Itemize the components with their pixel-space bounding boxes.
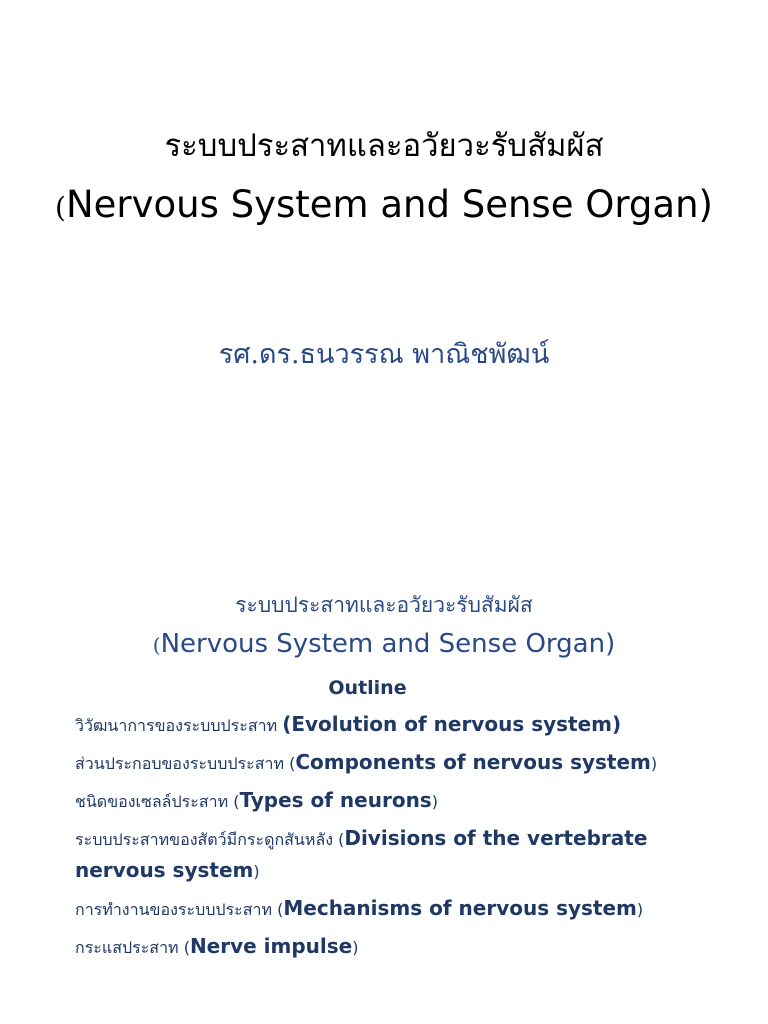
- outline-title-english-text: Nervous System and Sense Organ): [160, 629, 616, 659]
- outline-item-open-paren: (: [277, 900, 284, 919]
- outline-item-close-paren: ): [431, 792, 438, 811]
- outline-slide-title-english: [0, 625, 768, 664]
- outline-item-close-paren: ): [636, 900, 644, 919]
- outline-item-close-paren: ): [253, 862, 260, 881]
- title-english-text: Nervous System and Sense Organ): [65, 183, 713, 226]
- outline-item-thai: วิวัฒนาการของระบบประสาท: [75, 716, 283, 735]
- outline-item-english: Divisions of the vertebrate nervous system: [75, 826, 648, 882]
- author-name: รศ.ดร.ธนวรรณ พาณิชพัฒน์: [218, 339, 550, 370]
- outline-item-open-paren: (: [183, 938, 190, 957]
- outline-title-open-paren: (: [152, 633, 161, 657]
- outline-item-thai: ระบบประสาทของสัตว์มีกระดูกสันหลัง: [75, 830, 339, 849]
- slide-title-thai: ระบบประสาทและอวัยวะรับสัมผัส: [164, 128, 604, 164]
- outline-item-open-paren: (: [233, 792, 240, 811]
- outline-item-english: Components of nervous system: [295, 750, 651, 774]
- outline-item: [75, 931, 695, 963]
- outline-item-english: Nerve impulse: [189, 934, 353, 958]
- outline-slide-title-thai: ระบบประสาทและอวัยวะรับสัมผัส: [235, 593, 533, 617]
- outline-item-english: (Evolution of nervous system): [282, 712, 622, 736]
- outline-item-thai: กระแสประสาท: [75, 938, 184, 957]
- outline-item-english: Mechanisms of nervous system: [283, 896, 637, 920]
- outline-item-open-paren: (: [338, 830, 345, 849]
- outline-item: [75, 709, 695, 741]
- outline-item-thai: การทำงานของระบบประสาท: [75, 900, 278, 919]
- outline-item-english: Types of neurons: [239, 788, 432, 812]
- title-open-paren: (: [55, 191, 66, 224]
- outline-list: [75, 709, 695, 969]
- outline-item: [75, 785, 695, 817]
- outline-item-thai: ส่วนประกอบของระบบประสาท: [75, 754, 290, 773]
- outline-item: [75, 823, 695, 887]
- outline-item: [75, 747, 695, 779]
- outline-heading: Outline: [328, 677, 407, 699]
- outline-slide: [0, 545, 768, 1024]
- outline-item-close-paren: ): [352, 938, 359, 957]
- slide-title-english: [0, 180, 768, 233]
- outline-item-close-paren: ): [650, 754, 658, 773]
- outline-item-thai: ชนิดของเซลล์ประสาท: [75, 792, 234, 811]
- outline-item-open-paren: (: [289, 754, 296, 773]
- outline-item: [75, 893, 695, 925]
